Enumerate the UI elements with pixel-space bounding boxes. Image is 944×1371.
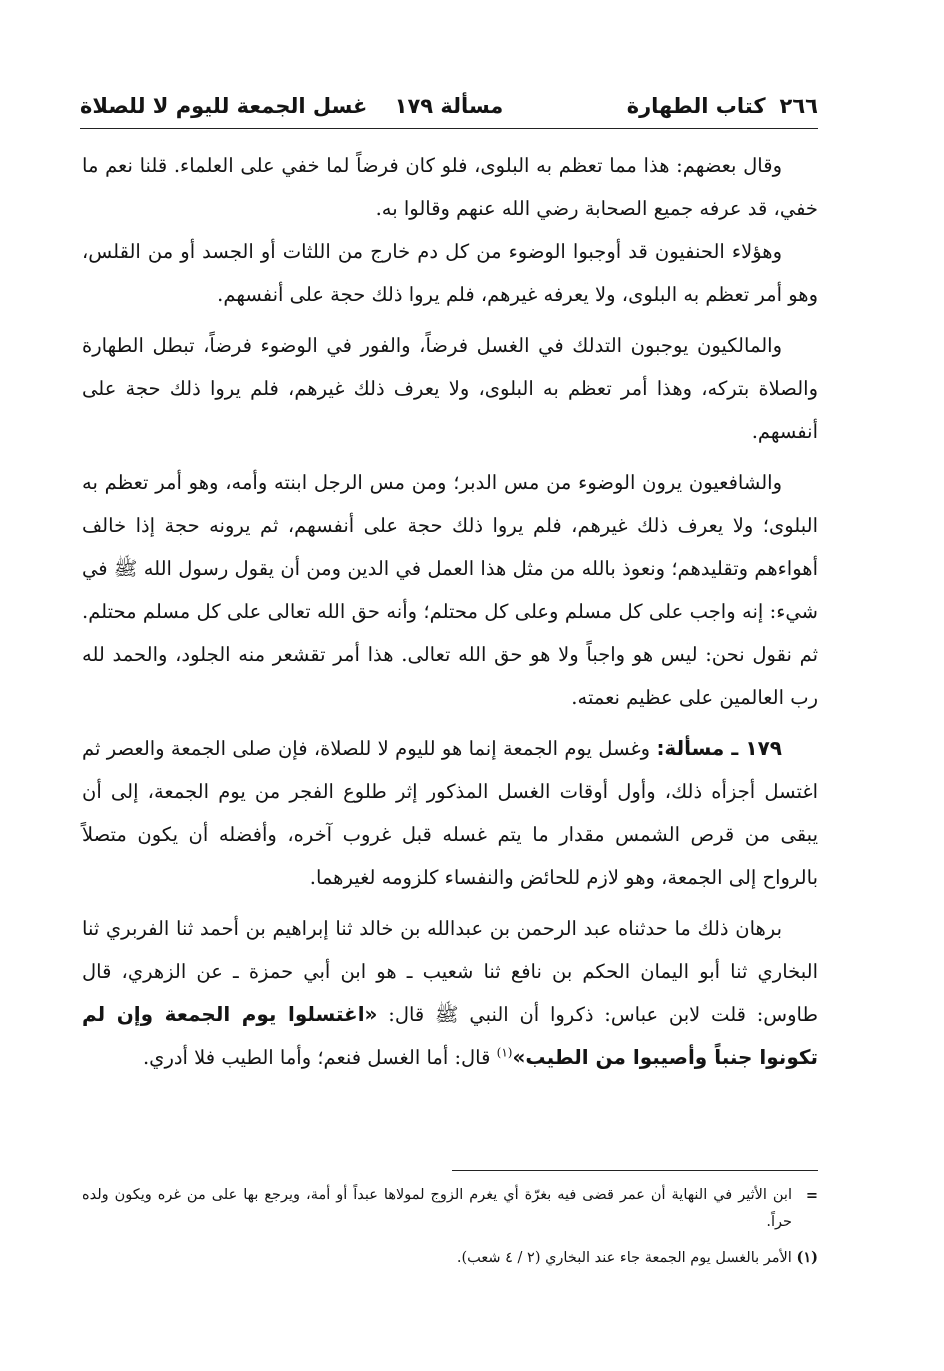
header-right — [627, 94, 818, 118]
footnote-1-number: (١) — [796, 1249, 818, 1266]
issue-text: وغسل يوم الجمعة إنما هو لليوم لا للصلاة، فإن صلى الجمعة والعصر ثم اغتسل أجزأه ذلك، وأول أوقات الغسل المذكور إثر طلوع الفجر من يوم الجمعة، إلى أن يبقى من قرص الشمس مقدار ما يتم غسله قبل غروب آخره، وأفضله أن يكون متصلاً بالرواح إلى الجمعة، وهو لازم للحائض والنفساء كلزومه لغيرهما. — [82, 737, 818, 889]
hadith-text: «اغتسلوا يوم الجمعة وإن لم تكونوا جنباً وأصيبوا من الطيب» — [82, 1002, 818, 1069]
paragraph-2: وهؤلاء الحنفيون قد أوجبوا الوضوء من كل دم خارج من اللثات أو الجسد أو من القلس، وهو أمر تعظم به البلوى، ولا يعرفه غيرهم، فلم يروا ذلك حجة على أنفسهم. — [82, 240, 818, 306]
footnote-1-text: الأمر بالغسل يوم الجمعة جاء عند البخاري (٢ / ٤ شعب). — [456, 1250, 792, 1266]
footnote-1 — [82, 1244, 818, 1272]
paragraph-1: وقال بعضهم: هذا مما تعظم به البلوى، فلو كان فرضاً لما خفي على العلماء. قلنا نعم ما خفي، قد عرفه جميع الصحابة رضي الله عنهم وقالوا به. — [82, 154, 818, 220]
footnote-continuation — [82, 1182, 818, 1236]
header-rule — [80, 128, 818, 129]
proof-chain: برهان ذلك ما حدثناه عبد الرحمن بن عبدالله بن خالد ثنا إبراهيم بن أحمد ثنا الفربري ثنا البخاري ثنا أبو اليمان الحكم بن نافع ثنا شعيب ـ هو ابن أبي حمزة ـ عن الزهري، قال طاوس: قلت لابن عباس: ذكروا أن النبي ﷺ قال: — [82, 917, 818, 1026]
issue-paragraph — [82, 727, 818, 899]
main-text — [82, 144, 818, 1087]
footnote-rule — [452, 1170, 818, 1171]
issue-number: مسألة ١٧٩ — [394, 94, 504, 118]
footnotes — [82, 1182, 818, 1280]
page-number: ٢٦٦ — [779, 94, 818, 118]
continuation-mark: = — [805, 1187, 818, 1204]
paragraph-4: والشافعيون يرون الوضوء من مس الدبر؛ ومن مس الرجل ابنته وأمه، وهو أمر تعظم به البلوى؛ ولا يعرف ذلك غيرهم، فلم يروا ذلك حجة على أنفسهم، ثم يرونه حجة إذا خالف أهواءهم وتقليدهم؛ ونعوذ بالله من مثل هذا العمل في الدين ومن أن يقول رسول الله ﷺ في شيء: إنه واجب على كل مسلم وعلى كل محتلم؛ وأنه حق الله تعالى على كل مسلم محتلم. ثم نقول نحن: ليس هو واجباً ولا هو حق الله تعالى. هذا أمر تقشعر منه الجلود، والحمد لله رب العالمين على عظيم نعمته. — [82, 471, 818, 709]
proof-ending: قال: أما الغسل فنعم؛ وأما الطيب فلا أدري. — [142, 1046, 491, 1069]
footnote-ref-1[interactable]: (١) — [496, 1045, 513, 1060]
running-header — [80, 84, 818, 128]
issue-label: ١٧٩ ـ مسألة: — [656, 736, 782, 760]
chapter-topic: غسل الجمعة لليوم لا للصلاة — [80, 94, 368, 118]
continuation-text: ابن الأثير في النهاية أن عمر قضى فيه بغرّة أي يغرم الزوج لمولاها عبداً أو أمة، ويرجع بها على من غره ويكون ولده حراً. — [82, 1187, 792, 1230]
book-title: كتاب الطهارة — [626, 94, 766, 118]
paragraph-3: والمالكيون يوجبون التدلك في الغسل فرضاً، والفور في الوضوء فرضاً، تبطل الطهارة والصلاة بتركه، وهذا أمر تعظم به البلوى، ولا يعرف ذلك غيرهم، فلم يروا ذلك حجة على أنفسهم. — [82, 334, 818, 443]
proof-paragraph — [82, 907, 818, 1079]
